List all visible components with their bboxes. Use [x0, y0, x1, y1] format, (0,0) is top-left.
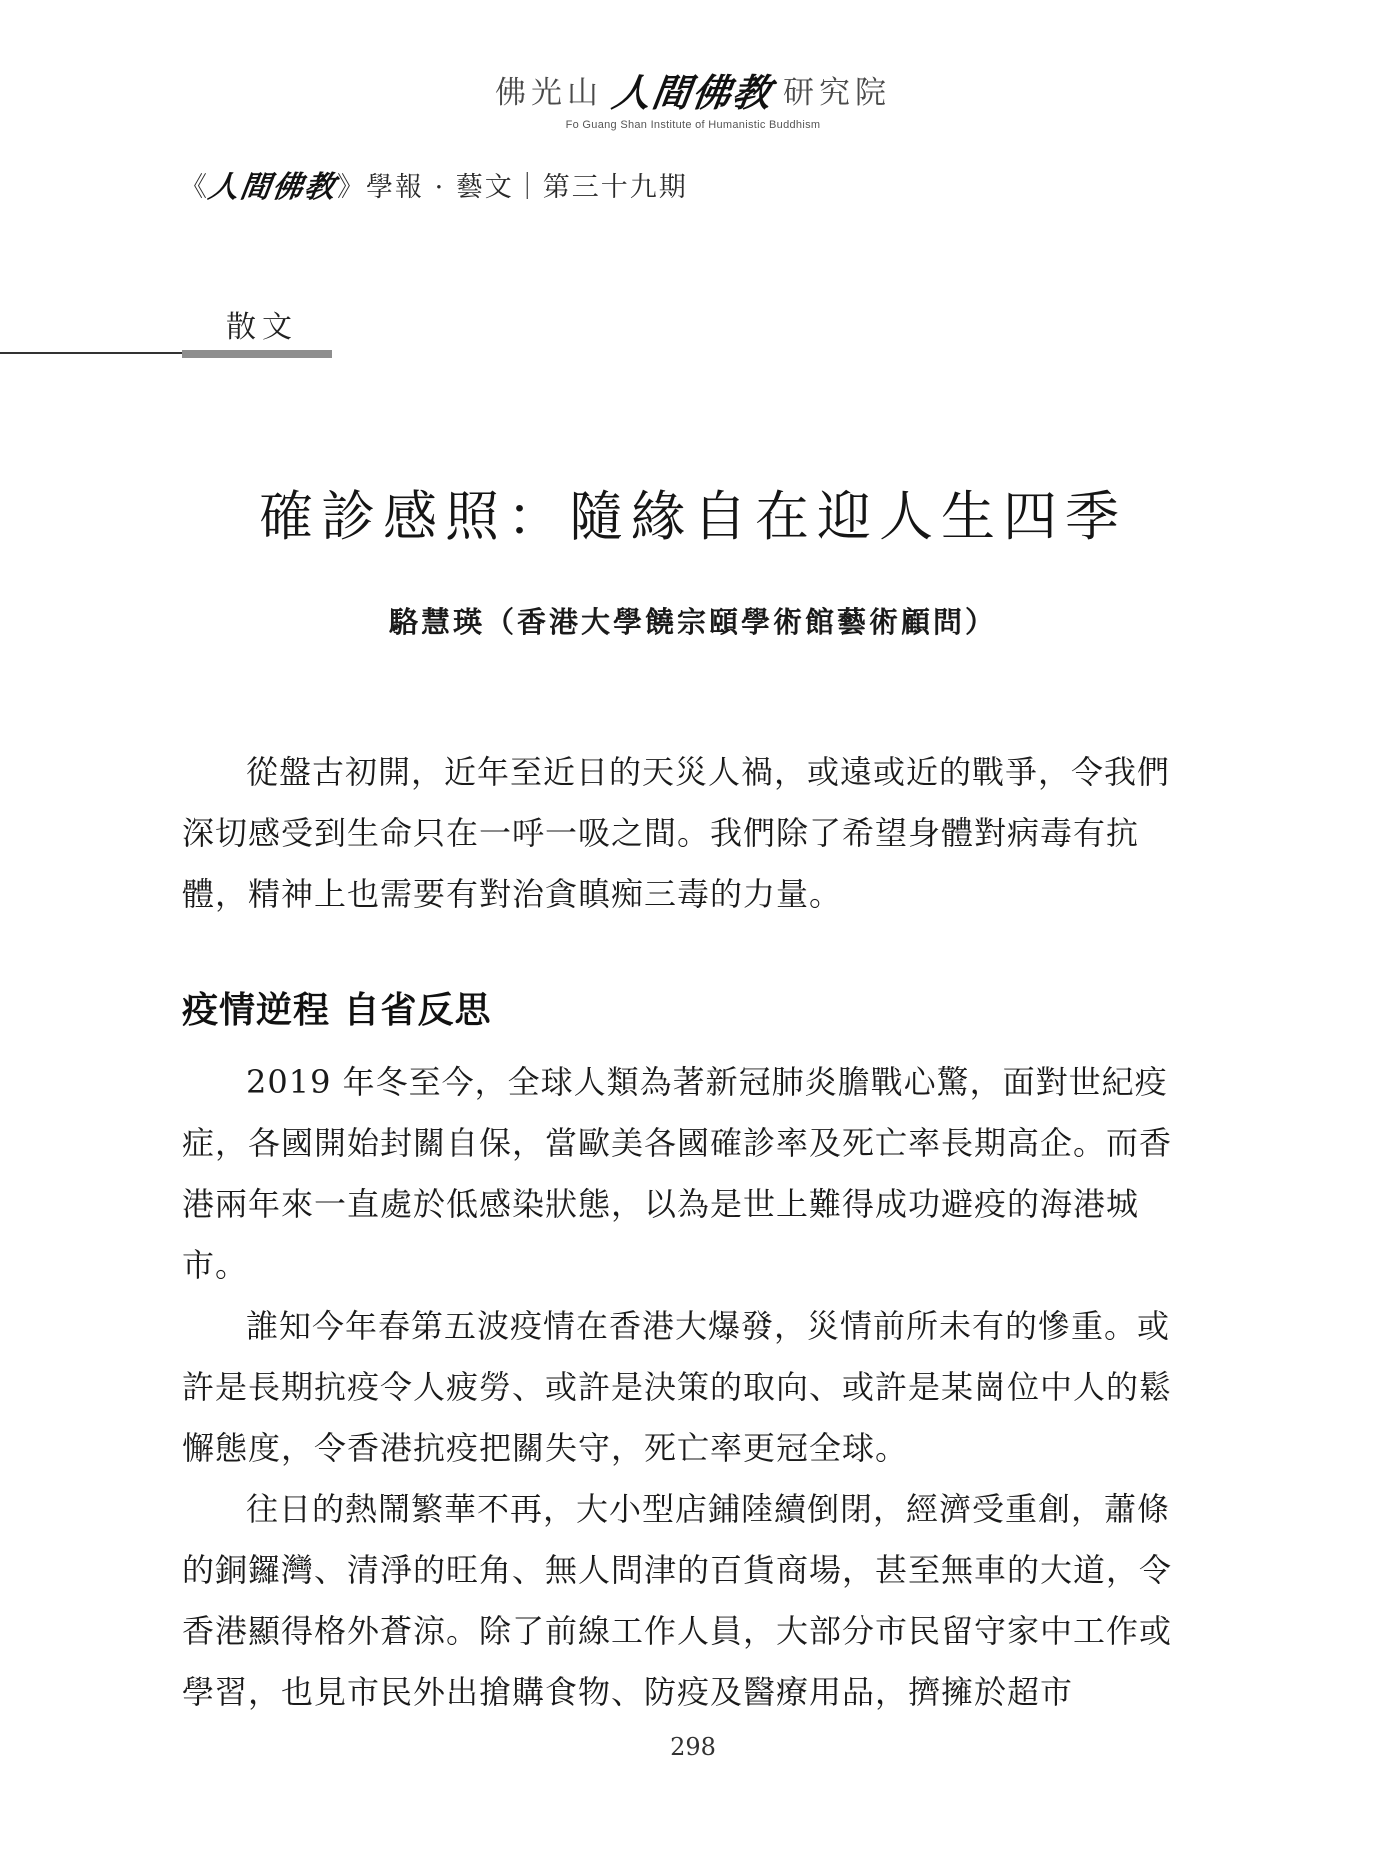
journal-running-head — [180, 162, 688, 206]
page-number: 298 — [670, 1733, 716, 1761]
body-paragraph: 2019 年冬至今，全球人類為著新冠肺炎膽戰心驚，面對世紀疫症，各國開始封關自保，當歐美各國確診率及死亡率長期高企。而香港兩年來一直處於低感染狀態，以為是世上難得成功避疫的海港城市。 — [182, 1063, 1173, 1284]
section-label: 散文 — [226, 310, 298, 345]
institute-logo: 人間佛教 — [609, 70, 776, 115]
body-paragraph: 往日的熱鬧繁華不再，大小型店鋪陸續倒閉，經濟受重創，蕭條的銅鑼灣、清淨的旺角、無人問津的百貨商場，甚至無車的大道，令香港顯得格外蒼涼。除了前線工作人員，大部分市民留守家中工作或學習，也見市民外出搶購食物、防疫及醫療用品，擠擁於超市 — [182, 1490, 1173, 1711]
institute-prefix: 佛光山 — [494, 75, 603, 111]
article-author: 駱慧瑛（香港大學饒宗頤學術館藝術顧問） — [388, 605, 997, 639]
institute-english-name: Fo Guang Shan Institute of Humanistic Buddhism — [565, 119, 821, 131]
body-paragraph: 誰知今年春第五波疫情在香港大爆發，災情前所未有的慘重。或許是長期抗疫令人疲勞、或許是決策的取向、或許是某崗位中人的鬆懈態度，令香港抗疫把關失守，死亡率更冠全球。 — [182, 1307, 1173, 1467]
institute-name — [495, 62, 891, 117]
article-title: 確診感照：隨緣自在迎人生四季 — [259, 485, 1127, 548]
institute-suffix: 研究院 — [783, 75, 891, 111]
intro-paragraph: 從盤古初開，近年至近日的天災人禍，或遠或近的戰爭，令我們深切感受到生命只在一呼一吸之間。我們除了希望身體對病毒有抗體，精神上也需要有對治貪瞋痴三毒的力量。 — [182, 753, 1171, 913]
section-rule-accent — [182, 350, 332, 358]
institute-header — [0, 62, 1386, 131]
journal-issue: 學報 · 藝文｜第三十九期 — [366, 171, 688, 203]
journal-bracket-open: 《 — [180, 171, 209, 203]
section-heading: 疫情逆程 自省反思 — [182, 989, 492, 1031]
journal-bracket-close: 》 — [337, 171, 366, 203]
journal-logo: 人間佛教 — [206, 170, 339, 205]
